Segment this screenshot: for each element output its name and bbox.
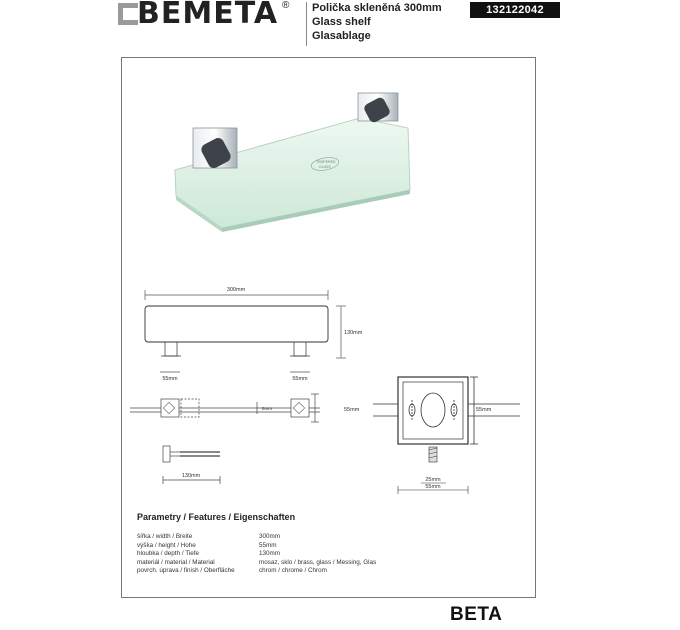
feature-label: materiál / material / Material bbox=[137, 558, 215, 566]
dim-detail-outer: 55mm bbox=[425, 484, 441, 490]
brand-logo-text: BEMETA bbox=[137, 0, 279, 31]
feature-value: mosaz, sklo / brass, glass / Messing, Glas bbox=[259, 558, 377, 566]
front-view-drawing bbox=[130, 394, 320, 422]
dim-width: 300mm bbox=[226, 287, 246, 293]
top-view-drawing bbox=[145, 290, 346, 372]
dim-side-height: 55mm bbox=[344, 407, 360, 413]
title-czech: Polička skleněná 300mm bbox=[312, 2, 442, 14]
title-german: Glasablage bbox=[312, 30, 371, 42]
glass-stamp-line2: GLASS bbox=[319, 165, 331, 169]
feature-value: chrom / chrome / Chrom bbox=[259, 567, 327, 575]
dim-height: 130mm bbox=[344, 330, 363, 336]
feature-value: 55mm bbox=[259, 541, 277, 549]
feature-row bbox=[137, 550, 437, 559]
product-series: BETA bbox=[450, 604, 503, 625]
feature-row bbox=[137, 533, 437, 542]
feature-row bbox=[137, 567, 437, 576]
dim-bracket-left: 55mm bbox=[162, 376, 178, 382]
product-code: 132122042 bbox=[470, 2, 560, 18]
dim-detail-inner: 25mm bbox=[425, 477, 441, 483]
feature-label: hloubka / depth / Tiefe bbox=[137, 550, 199, 558]
dim-depth: 130mm bbox=[181, 473, 201, 479]
title-english: Glass shelf bbox=[312, 16, 371, 28]
bracket-detail-drawing bbox=[373, 377, 520, 494]
feature-row bbox=[137, 559, 437, 568]
feature-label: šířka / width / Breite bbox=[137, 533, 193, 540]
glass-stamp-line1: TEMPERED bbox=[316, 160, 336, 164]
feature-value: 300mm bbox=[259, 533, 280, 540]
feature-label: povrch. úprava / finish / Oberfläche bbox=[137, 567, 235, 575]
dim-detail-height: 55mm bbox=[476, 407, 492, 413]
dim-bracket-right: 55mm bbox=[292, 376, 308, 382]
registered-mark: ® bbox=[282, 0, 290, 11]
product-photo bbox=[175, 93, 410, 232]
feature-row bbox=[137, 542, 437, 551]
features-table bbox=[137, 533, 437, 576]
dim-thickness: 8mm bbox=[262, 406, 272, 411]
features-heading: Parametry / Features / Eigenschaften bbox=[137, 512, 296, 522]
feature-label: výška / height / Hohe bbox=[137, 541, 196, 549]
feature-value: 130mm bbox=[259, 550, 280, 558]
